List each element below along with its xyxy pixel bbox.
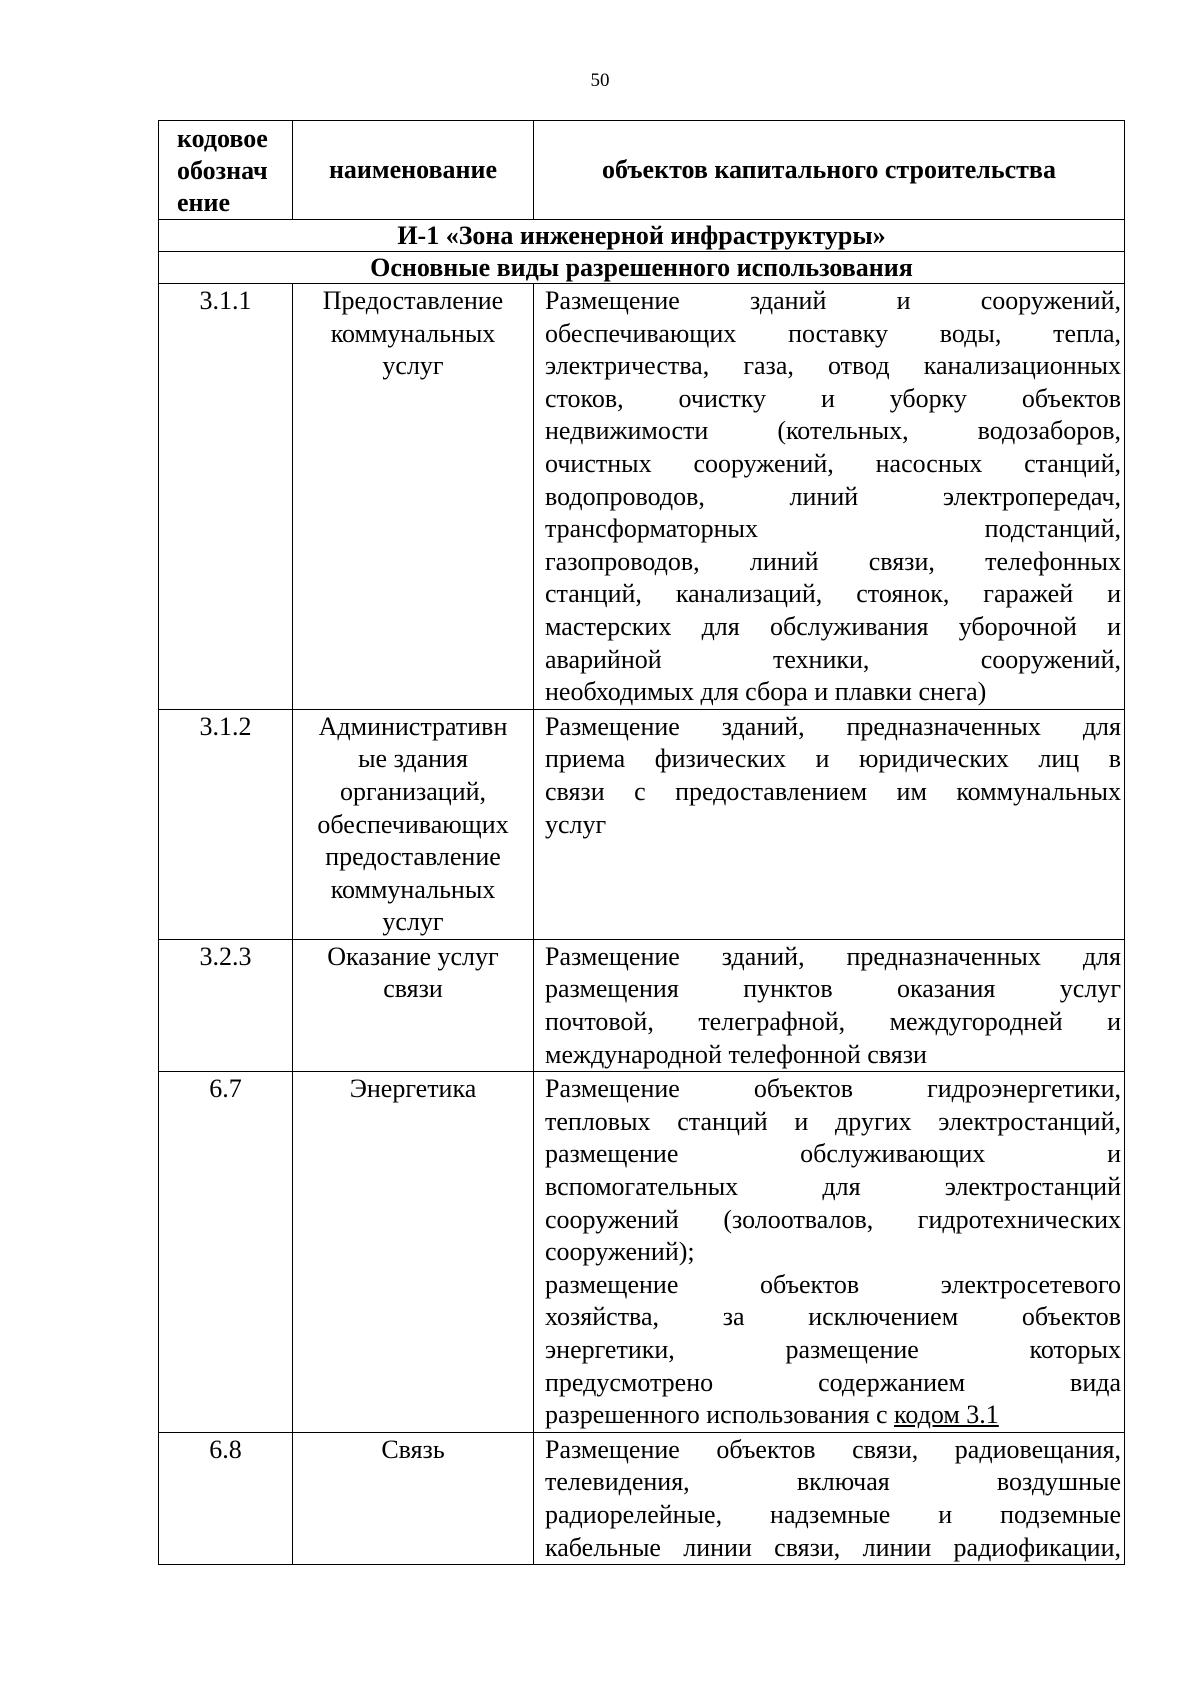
row-code: 6.7 [159, 1072, 293, 1433]
row-description-line: Размещение объектов связи, радиовещания, [545, 1434, 1121, 1464]
row-name [293, 1072, 534, 1433]
row-description-line: связи с предоставлением им коммунальных [545, 776, 1121, 806]
row-code: 3.2.3 [159, 939, 293, 1071]
table-row [159, 1072, 1125, 1433]
row-name [293, 709, 534, 939]
row-description-line: размещение объектов электросетевого [545, 1269, 1121, 1299]
land-use-table [158, 120, 1125, 1565]
header-code-line: кодовое [177, 124, 268, 153]
row-description-line: приема физических и юридических лиц в [545, 744, 1121, 774]
section-title: Основные виды разрешенного использования [159, 252, 1125, 284]
row-name-line: Энергетика [349, 1074, 477, 1104]
row-name-line: обеспечивающих [317, 809, 509, 839]
row-code: 3.1.2 [159, 709, 293, 939]
row-description-line: стоков, очистку и уборку объектов [545, 383, 1121, 413]
header-code-line: обознач [177, 156, 268, 185]
row-description-line: очистных сооружений, насосных станций, [545, 448, 1121, 478]
row-description-line [545, 1399, 1121, 1432]
row-description-line: недвижимости (котельных, водозаборов, [545, 416, 1121, 446]
section-title-row [159, 252, 1125, 284]
row-name-line: Связь [381, 1434, 445, 1464]
row-name-line: услуг [382, 907, 444, 937]
row-name-line: ые здания [358, 744, 468, 774]
row-description-line: Размещение зданий, предназначенных для [545, 941, 1121, 971]
row-description-line: сооружений); [545, 1237, 695, 1267]
row-description-line: Размещение зданий и сооружений, [545, 286, 1121, 315]
zone-title: И-1 «Зона инженерной инфраструктуры» [159, 220, 1125, 252]
row-description-line: предусмотрено содержанием вида [545, 1367, 1121, 1397]
row-description-line: необходимых для сбора и плавки снега) [545, 677, 987, 707]
row-description-line: почтовой, телеграфной, междугородней и [545, 1007, 1121, 1037]
table-row [159, 1432, 1125, 1564]
code-reference-link[interactable]: кодом 3.1 [894, 1400, 999, 1430]
row-description-line: хозяйства, за исключением объектов [545, 1302, 1121, 1332]
row-description [534, 284, 1125, 710]
row-description-line: электричества, газа, отвод канализационных [545, 351, 1121, 381]
row-description-line: тепловых станций и других электростанций, [545, 1106, 1121, 1136]
row-name-line: услуг [382, 351, 444, 381]
row-name [293, 284, 534, 710]
row-description-line: обеспечивающих поставку воды, тепла, [545, 318, 1121, 348]
row-description-line: энергетики, размещение которых [545, 1335, 1121, 1364]
row-name-line: связи [383, 974, 443, 1004]
row-name-line: организаций, [339, 776, 487, 806]
page-number: 50 [590, 70, 610, 91]
table-row [159, 284, 1125, 710]
row-description-line: вспомогательных для электростанций [545, 1172, 1121, 1202]
row-description [534, 1432, 1125, 1564]
row-description-line: радиорелейные, надземные и подземные [545, 1499, 1121, 1529]
row-code: 3.1.1 [159, 284, 293, 710]
row-name-line: Предоставление [322, 286, 504, 315]
row-description-line: Размещение зданий, предназначенных для [545, 711, 1121, 741]
row-description-line: водопроводов, линий электропередач, [545, 481, 1121, 511]
row-description-line: сооружений (золоотвалов, гидротехнических [545, 1204, 1121, 1234]
row-description-line: Размещение объектов гидроэнергетики, [545, 1074, 1121, 1104]
row-description-line: трансформаторных подстанций, [545, 514, 1121, 544]
row-description [534, 939, 1125, 1071]
row-name [293, 939, 534, 1071]
row-description-text: разрешенного использования с [545, 1400, 895, 1430]
row-description-line: газопроводов, линий связи, телефонных [545, 546, 1121, 576]
zone-title-row [159, 220, 1125, 252]
row-description-line: мастерских для обслуживания уборочной и [545, 611, 1121, 641]
row-name-line: Оказание услуг [327, 941, 499, 971]
header-code-line: ение [177, 188, 231, 217]
row-description-line: станций, канализаций, стоянок, гаражей и [545, 579, 1121, 609]
row-description-line: размещения пунктов оказания услуг [545, 974, 1121, 1004]
row-name-line: коммунальных [330, 874, 496, 904]
row-name-line: коммунальных [330, 318, 496, 348]
header-code [159, 121, 293, 220]
row-description [534, 1072, 1125, 1433]
header-name: наименование [293, 121, 534, 220]
row-description-line: услуг [545, 809, 607, 839]
row-name [293, 1432, 534, 1564]
row-description-line: международной телефонной связи [545, 1039, 927, 1069]
row-name-line: Административн [318, 711, 508, 741]
row-description-line: размещение обслуживающих и [545, 1139, 1121, 1169]
header-objects: объектов капитального строительства [534, 121, 1125, 220]
row-description-line: кабельные линии связи, линии радиофикации, [545, 1532, 1121, 1562]
row-name-line: предоставление [325, 842, 501, 872]
row-code: 6.8 [159, 1432, 293, 1564]
table-row [159, 709, 1125, 939]
row-description [534, 709, 1125, 939]
table-row [159, 939, 1125, 1071]
row-description-line: телевидения, включая воздушные [545, 1467, 1121, 1497]
row-description-line: аварийной техники, сооружений, [545, 644, 1121, 674]
table-header-row [159, 121, 1125, 220]
